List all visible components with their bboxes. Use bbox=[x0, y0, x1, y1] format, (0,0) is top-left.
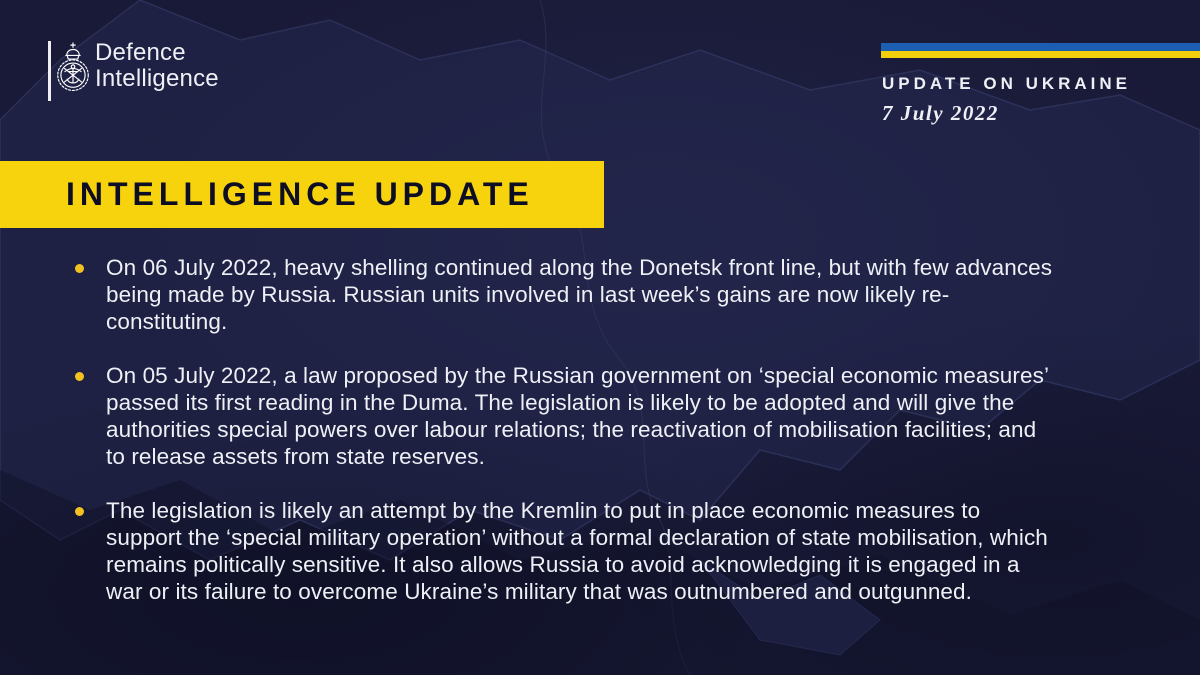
logo-divider-bar bbox=[48, 41, 51, 101]
mod-crest-icon bbox=[55, 42, 91, 94]
flag-yellow-band bbox=[881, 51, 1200, 58]
update-date: 7 July 2022 bbox=[882, 101, 999, 125]
bullet-list bbox=[73, 254, 1058, 605]
bullet-dot bbox=[75, 264, 84, 273]
update-header bbox=[882, 74, 1131, 126]
intelligence-update-banner bbox=[0, 161, 604, 228]
banner-title: INTELLIGENCE UPDATE bbox=[66, 176, 534, 212]
logo-wordmark bbox=[95, 40, 219, 92]
update-on-ukraine-label: UPDATE ON UKRAINE bbox=[882, 74, 1132, 93]
logo-line-intelligence: Intelligence bbox=[95, 65, 219, 92]
bullet-item bbox=[73, 362, 1058, 470]
bullet-item bbox=[73, 254, 1058, 335]
bullet-dot bbox=[75, 507, 84, 516]
bullet-text: The legislation is likely an attempt by the Kremlin to put in place economic measures to support the ‘special military operation’ without a formal declaration of state mobilisation, which remains politically sensitive. It also allows Russia to avoid acknowledging it is engaged in a war or its failure to overcome Ukraine’s military that was outnumbered and outgunned. bbox=[106, 498, 1048, 604]
bullet-item bbox=[73, 497, 1058, 605]
logo-line-defence: Defence bbox=[95, 39, 186, 66]
bullet-text: On 05 July 2022, a law proposed by the Russian government on ‘special economic measures’ passed its first reading in the Duma. The legislation is likely to be adopted and will give the authorities special powers over labour relations; the reactivation of mobilisation facilities; and to release assets from state reserves. bbox=[106, 363, 1049, 469]
bullet-dot bbox=[75, 372, 84, 381]
flag-blue-band bbox=[881, 43, 1200, 51]
bullet-text: On 06 July 2022, heavy shelling continued along the Donetsk front line, but with few advances being made by Russia. Russian units involved in last week’s gains are now likely re-constituting. bbox=[106, 255, 1053, 334]
ukraine-flag-stripe bbox=[881, 43, 1200, 58]
